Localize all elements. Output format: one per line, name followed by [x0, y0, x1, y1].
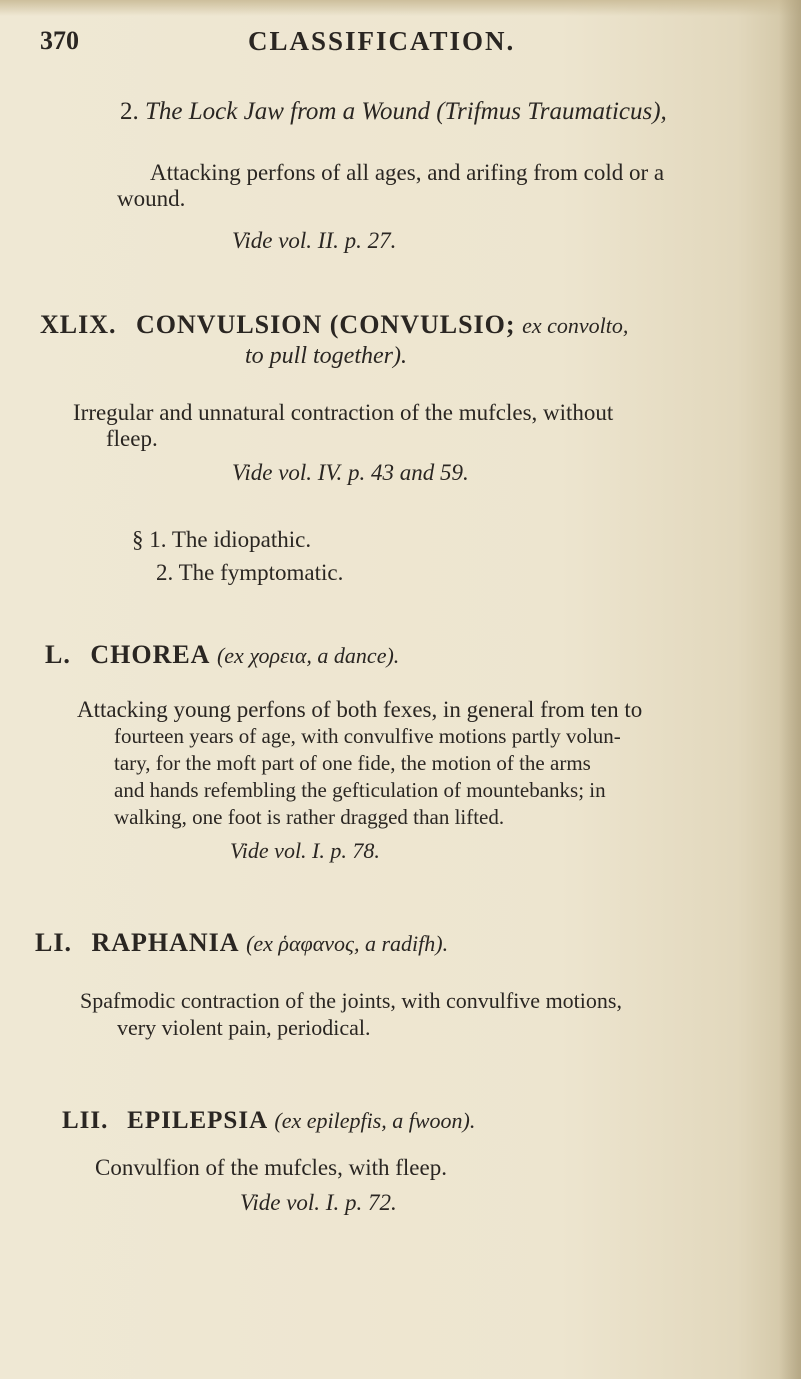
- chorea-etym: (ex χορεια, a dance).: [216, 643, 400, 668]
- convulsion-heading: [40, 310, 628, 340]
- lockjaw-desc-line1: Attacking perfons of all ages, and arifing from cold or a: [150, 160, 665, 185]
- raphania-etym: (ex ῥαφανος, a radifh).: [246, 931, 449, 956]
- convulsion-numeral: XLIX.: [40, 310, 117, 339]
- epilepsia-vide: Vide vol. I. p. 72.: [240, 1190, 397, 1215]
- convulsion-desc-line2: fleep.: [106, 426, 158, 451]
- epilepsia-etym: (ex epilepfis, a fwoon).: [274, 1108, 476, 1133]
- lockjaw-heading: [120, 98, 667, 126]
- chorea-line4: and hands refembling the gefticulation of mountebanks; in: [114, 778, 606, 802]
- epilepsia-line1: Convulfion of the mufcles, with fleep.: [95, 1155, 447, 1180]
- page-top-shadow: [0, 0, 801, 16]
- convulsion-desc-line1: Irregular and unnatural contraction of the mufcles, without: [73, 400, 614, 425]
- epilepsia-numeral: LII.: [62, 1107, 109, 1134]
- epilepsia-title: EPILEPSIA: [127, 1107, 269, 1134]
- raphania-numeral: LI.: [35, 928, 72, 957]
- lockjaw-number: 2.: [120, 98, 139, 125]
- raphania-line2: very violent pain, periodical.: [117, 1015, 371, 1040]
- chorea-title: CHOREA: [90, 640, 211, 669]
- lockjaw-desc-line2: wound.: [117, 186, 186, 211]
- chorea-numeral: L.: [45, 640, 71, 669]
- convulsion-sub-symptomatic: 2. The fymptomatic.: [156, 560, 344, 585]
- page-number: 370: [40, 26, 79, 55]
- convulsion-title: CONVULSION (CONVULSIO;: [136, 310, 516, 339]
- convulsion-vide: Vide vol. IV. p. 43 and 59.: [232, 460, 469, 485]
- lockjaw-title: The Lock Jaw from a Wound (Trifmus Traumaticus),: [145, 98, 667, 125]
- lockjaw-vide: Vide vol. II. p. 27.: [232, 228, 397, 253]
- chorea-line2: fourteen years of age, with convulfive motions partly volun-: [114, 724, 621, 748]
- convulsion-etym: ex convolto,: [522, 313, 629, 338]
- chorea-line1: Attacking young perfons of both fexes, in general from ten to: [77, 697, 643, 722]
- epilepsia-heading: [62, 1107, 475, 1135]
- chorea-line3: tary, for the moft part of one fide, the motion of the arms: [114, 751, 591, 775]
- chorea-heading: [45, 640, 399, 670]
- raphania-heading: [35, 928, 448, 958]
- page-edge-shadow: [779, 0, 801, 1379]
- convulsion-etym-line2: to pull together).: [245, 343, 407, 369]
- running-head: CLASSIFICATION.: [248, 26, 516, 56]
- chorea-vide: Vide vol. I. p. 78.: [230, 838, 380, 863]
- raphania-line1: Spafmodic contraction of the joints, with convulfive motions,: [80, 988, 622, 1013]
- convulsion-sub-idiopathic: § 1. The idiopathic.: [132, 527, 312, 552]
- chorea-line5: walking, one foot is rather dragged than lifted.: [114, 805, 505, 829]
- raphania-title: RAPHANIA: [91, 928, 240, 957]
